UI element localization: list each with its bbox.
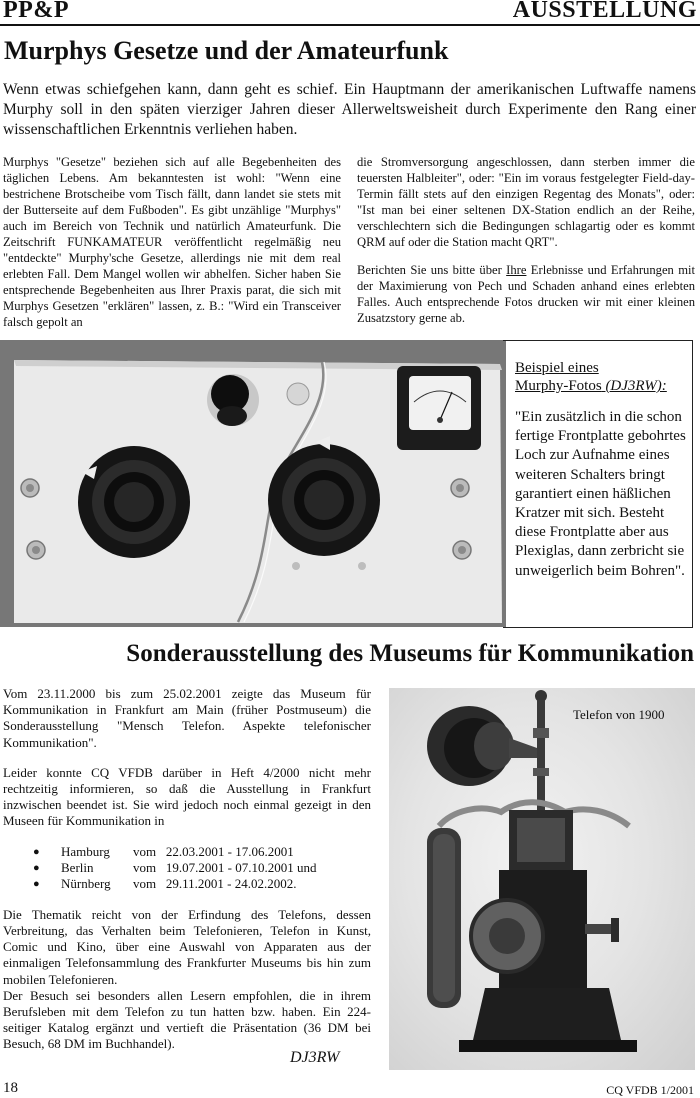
list-item: ● Berlin vom 19.07.2001 - 07.10.2001 und <box>3 860 371 876</box>
article1-col1-paragraph: Murphys "Gesetze" beziehen sich auf alle Begebenheiten des täglichen Lebens. Am bekanntesten ist wohl: "Wenn eine bestrichene Brotscheibe vom Tisch fällt, dann landet sie stets mit der Butterseite auf dem Fußboden". Es gibt unzählige "Murphys" auch im Bereich von Technik und natürlich Amateurfunk. Die Zeitschrift FUNKAMATEUR veröffentlicht regelmäßig neu "entdeckte" Murphy'sche Gesetze, allerdings nie mit dem real erlebten Fall. Dem Mangel wollen wir abhelfen. Sicher haben Sie entsprechende Begebenheiten aus Ihrer Praxis parat, die sich mit Murphys Gesetzen "erklären" lassen, z. B.: "Wird ein Transceiver falsch gepolt an <box>3 155 341 329</box>
article1-intro: Wenn etwas schiefgehen kann, dann geht es schief. Ein Hauptmann der amerikanischen Luftwaffe namens Murphy soll in den späten vierziger Jahren dieser Allerweltsweisheit durch Experimente den Rang einer wissenschaftlichen Erkenntnis verliehen haben. <box>3 81 696 138</box>
antique-telephone-illustration <box>389 688 695 1070</box>
author-signature: DJ3RW <box>290 1049 340 1066</box>
publication-footer: CQ VFDB 1/2001 <box>606 1083 694 1097</box>
section-label-left: PP&P <box>3 0 69 23</box>
article2-body <box>3 686 371 1067</box>
photo-caption-title: Beispiel eines Murphy-Fotos (DJ3RW): <box>515 360 667 394</box>
telephone-photo <box>389 688 695 1070</box>
emphasis-ihre: Ihre <box>506 263 527 277</box>
telephone-photo-caption: Telefon von 1900 <box>573 707 665 722</box>
murphy-photo-frontpanel <box>0 340 506 627</box>
article1-column-left <box>3 154 341 342</box>
article1-column-right <box>357 154 695 338</box>
article2-paragraph3: Die Thematik reicht von der Erfindung des Telefons, dessen Verbreitung, das Verhalten beim Telefonieren, Telefon in Kunst, Comic und Kino, über eine Auswahl von Apparaten aus der einmaligen Telefonsammlung des Frankfurter Museums bis hin zum mobilen Telefonieren. <box>3 906 371 987</box>
article2-title: Sonderausstellung des Museums für Kommunikation <box>126 640 694 667</box>
header-rule <box>0 24 700 26</box>
photo-caption-text: "Ein zusätzlich in die schon fertige Frontplatte gebohrtes Loch zur Aufnahme eines weiteren Schalters bringt garantiert einen häßlichen Kratzer mit sich. Besteht diese Frontplatte aber aus Plexiglas, dann zerbricht sie unweigerlich beim Bohren". <box>515 409 686 579</box>
list-item: ● Nürnberg vom 29.11.2001 - 24.02.2002. <box>3 876 371 892</box>
venue-list <box>3 844 371 893</box>
page-number: 18 <box>3 1080 18 1096</box>
list-item: ● Hamburg vom 22.03.2001 - 17.06.2001 <box>3 844 371 860</box>
article2-paragraph1: Vom 23.11.2000 bis zum 25.02.2001 zeigte das Museum für Kommunikation in Frankfurt am Main (früher Postmuseum) die Sonderausstellung "Mensch Telefon. Aspekte telefonischer Kommunikation". <box>3 686 371 750</box>
article1-title: Murphys Gesetze und der Amateurfunk <box>4 36 449 65</box>
article2-paragraph2: Leider konnte CQ VFDB darüber in Heft 4/2000 nicht mehr rechtzeitig informieren, so daß die Ausstellung in Frankfurt inzwischen beendet ist. Sie wird jedoch noch einmal gezeigt in den Museen für Kommunikation in <box>3 764 371 829</box>
article2-paragraph4: Der Besuch sei besonders allen Lesern empfohlen, die in ihrem Berufsleben mit dem Telefon zu tun hatten bzw. haben. Ein 224-seitiger Katalog ergänzt und vertieft die Präsentation (36 DM bei Besuch, 68 DM im Buchhandel). <box>3 987 371 1052</box>
section-label-right: AUSSTELLUNG <box>512 0 697 23</box>
article1-col2-paragraph2: Berichten Sie uns bitte über Ihre Erlebnisse und Erfahrungen mit der Maximierung von Pech und Schaden anhand eines erlebten Falles. Auch entsprechende Fotos drucken wir mit einer kleinen Zusatzstory gerne ab. <box>357 263 695 325</box>
frontpanel-illustration <box>0 340 506 627</box>
article1-col2-paragraph1: die Stromversorgung angeschlossen, dann sterben immer die teuersten Halbleiter", oder: "Ein im voraus festgelegter Field-day-Termin fällt stets auf den einzigen Regentag des Monats", oder: "Ist man bei einer seltenen DX-Station endlich an der Reihe, verschlechtern sich die Bedingungen schlagartig oder es kommt QRM auf oder die Station macht QRT". <box>357 155 695 249</box>
